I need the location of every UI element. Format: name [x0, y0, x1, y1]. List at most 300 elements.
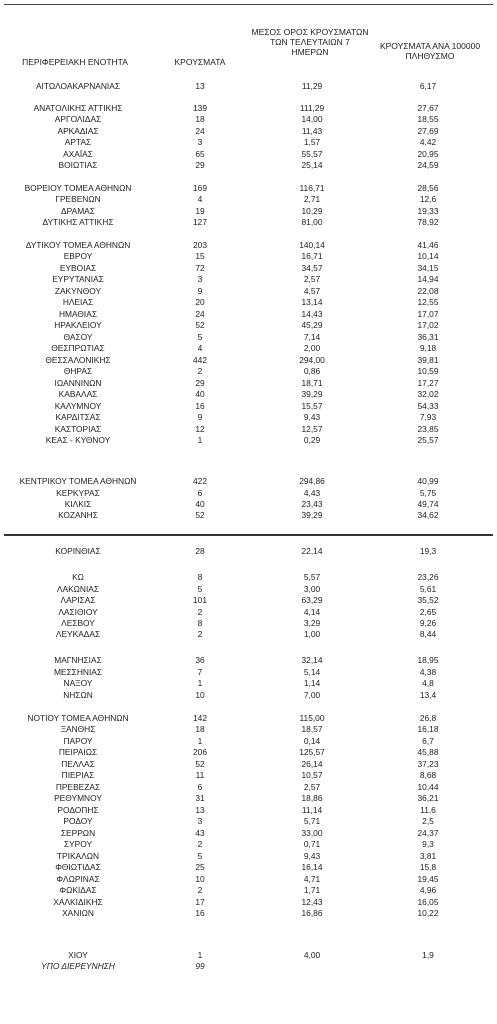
table-row — [0, 389, 497, 400]
cell-cases: 5 — [197, 851, 203, 861]
table-row — [0, 629, 497, 640]
cell-region: ΜΕΣΣΗΝΙΑΣ — [53, 667, 103, 677]
cell-cases: 5 — [197, 584, 203, 594]
cell-cases: 52 — [195, 759, 205, 769]
cell-region: ΛΑΡΙΣΑΣ — [60, 595, 96, 605]
table-row — [0, 332, 497, 343]
cell-cases: 7 — [197, 667, 203, 677]
cell-cases: 40 — [195, 499, 205, 509]
cell-avg7: 5,14 — [303, 667, 321, 677]
table-row — [0, 862, 497, 873]
cell-per100k: 18,95 — [417, 655, 439, 665]
cell-per100k: 17,07 — [417, 309, 439, 319]
cell-per100k: 45,88 — [417, 747, 439, 757]
cell-avg7: 14,43 — [301, 309, 323, 319]
cell-region: ΚΕΝΤΡΙΚΟΥ ΤΟΜΕΑ ΑΘΗΝΩΝ — [19, 476, 137, 486]
cell-region: ΚΑΒΑΛΑΣ — [58, 389, 98, 399]
table-row — [0, 499, 497, 510]
cell-per100k: 6,7 — [422, 736, 434, 746]
table-row — [0, 667, 497, 678]
cell-region: ΗΜΑΘΙΑΣ — [58, 309, 98, 319]
cell-avg7: 3,29 — [303, 618, 321, 628]
cell-avg7: 0,14 — [303, 736, 321, 746]
cell-avg7: 11,14 — [301, 805, 323, 815]
cell-region: ΑΡΓΟΛΙΔΑΣ — [54, 114, 102, 124]
cell-region: ΝΗΣΩΝ — [63, 690, 93, 700]
cell-region: ΛΕΥΚΑΔΑΣ — [55, 629, 101, 639]
cell-avg7: 3,00 — [303, 584, 321, 594]
cell-per100k: 19,3 — [419, 546, 437, 556]
cell-per100k: 17,27 — [417, 378, 439, 388]
cell-region: ΑΡΤΑΣ — [64, 137, 92, 147]
cell-avg7: 16,14 — [301, 862, 323, 872]
cell-region: ΚΟΖΑΝΗΣ — [58, 510, 98, 520]
cell-avg7: 140,14 — [299, 240, 325, 250]
cell-avg7: 111,29 — [299, 103, 325, 113]
cell-avg7: 0,29 — [303, 435, 321, 445]
table-row — [0, 618, 497, 629]
table-row — [0, 343, 497, 354]
cell-avg7: 0,86 — [303, 366, 321, 376]
cell-cases: 3 — [197, 816, 203, 826]
cell-per100k: 25,57 — [417, 435, 439, 445]
cell-region: ΚΑΣΤΟΡΙΑΣ — [54, 424, 102, 434]
cell-region: ΣΕΡΡΩΝ — [60, 828, 96, 838]
cell-avg7: 9,43 — [303, 412, 321, 422]
cell-cases: 1 — [197, 678, 203, 688]
cell-cases: 31 — [195, 793, 205, 803]
cell-region: ΝΟΤΙΟΥ ΤΟΜΕΑ ΑΘΗΝΩΝ — [27, 713, 129, 723]
cell-region: ΡΕΘΥΜΝΟΥ — [54, 793, 102, 803]
header-avg7 — [250, 27, 370, 57]
table-row — [0, 320, 497, 331]
cell-region: ΠΑΡΟΥ — [63, 736, 93, 746]
cell-per100k: 27,69 — [417, 126, 439, 136]
table-row — [0, 747, 497, 758]
cell-cases: 20 — [195, 297, 205, 307]
table-row — [0, 81, 497, 92]
cell-cases: 52 — [195, 510, 205, 520]
cell-per100k: 10,59 — [417, 366, 439, 376]
cell-avg7: 5,71 — [303, 816, 321, 826]
cell-avg7: 23,43 — [301, 499, 323, 509]
cell-per100k: 13,4 — [419, 690, 437, 700]
table-row — [0, 488, 497, 499]
table-row — [0, 678, 497, 689]
cell-avg7: 45,29 — [301, 320, 323, 330]
cell-region: ΚΙΛΚΙΣ — [64, 499, 92, 509]
cell-per100k: 40,99 — [417, 476, 439, 486]
cell-region: ΥΠΟ ΔΙΕΡΕΥΝΗΣΗ — [41, 961, 115, 971]
table-row — [0, 286, 497, 297]
cell-per100k: 12,55 — [417, 297, 439, 307]
cell-cases: 442 — [193, 355, 207, 365]
cell-cases: 11 — [195, 770, 205, 780]
cell-avg7: 294,00 — [299, 355, 325, 365]
cell-avg7: 32,14 — [301, 655, 323, 665]
cell-cases: 12 — [195, 424, 205, 434]
cell-cases: 101 — [193, 595, 207, 605]
cell-per100k: 28,56 — [417, 183, 439, 193]
table-row — [0, 828, 497, 839]
cell-cases: 1 — [197, 736, 203, 746]
cell-cases: 15 — [195, 251, 205, 261]
cell-avg7: 12,43 — [301, 897, 323, 907]
cell-region: ΠΡΕΒΕΖΑΣ — [55, 782, 101, 792]
table-row — [0, 251, 497, 262]
cell-region: ΘΕΣΠΡΩΤΙΑΣ — [51, 343, 105, 353]
cell-cases: 9 — [197, 286, 203, 296]
cell-cases: 25 — [195, 862, 205, 872]
cell-region: ΕΥΒΟΙΑΣ — [59, 263, 97, 273]
cell-cases: 72 — [195, 263, 205, 273]
cell-cases: 10 — [195, 690, 205, 700]
cell-cases: 29 — [195, 378, 205, 388]
cell-cases: 28 — [195, 546, 205, 556]
cell-cases: 5 — [197, 332, 203, 342]
table-row — [0, 655, 497, 666]
table-row — [0, 816, 497, 827]
cell-avg7: 1,00 — [303, 629, 321, 639]
cell-region: ΝΑΞΟΥ — [63, 678, 93, 688]
cell-avg7: 33,00 — [301, 828, 323, 838]
cell-cases: 3 — [197, 137, 203, 147]
cell-avg7: 1,14 — [303, 678, 321, 688]
cell-region: ΕΥΡΥΤΑΝΙΑΣ — [52, 274, 104, 284]
cell-avg7: 115,00 — [299, 713, 325, 723]
table-row — [0, 690, 497, 701]
cell-cases: 1 — [197, 435, 203, 445]
cell-region: ΑΡΚΑΔΙΑΣ — [57, 126, 99, 136]
cell-per100k: 16,18 — [417, 724, 439, 734]
cell-per100k: 39,81 — [417, 355, 439, 365]
cell-per100k: 10,14 — [417, 251, 439, 261]
header-per100k-line1: ΚΡΟΥΣΜΑΤΑ ΑΝΑ 100000 — [379, 41, 481, 51]
table-row — [0, 401, 497, 412]
cell-region: ΡΟΔΟΥ — [63, 816, 93, 826]
table-row — [0, 309, 497, 320]
cell-per100k: 7,93 — [419, 412, 437, 422]
cell-cases: 6 — [197, 782, 203, 792]
cell-per100k: 19,45 — [417, 874, 439, 884]
cell-avg7: 0,71 — [303, 839, 321, 849]
table-row — [0, 412, 497, 423]
table-row — [0, 595, 497, 606]
cell-per100k: 4,38 — [419, 667, 437, 677]
cell-per100k: 1,9 — [422, 950, 434, 960]
cell-region: ΦΛΩΡΙΝΑΣ — [56, 874, 100, 884]
cell-region: ΠΕΙΡΑΙΩΣ — [58, 747, 98, 757]
cell-avg7: 15,57 — [301, 401, 323, 411]
table-row — [0, 137, 497, 148]
cell-avg7: 4,71 — [303, 874, 321, 884]
cell-region: ΓΡΕΒΕΝΩΝ — [55, 194, 101, 204]
table-row — [0, 183, 497, 194]
cell-per100k: 3,81 — [419, 851, 437, 861]
header-per100k-line2: ΠΛΗΘΥΣΜΟ — [405, 51, 455, 61]
cell-cases: 6 — [197, 488, 203, 498]
table-row — [0, 770, 497, 781]
cell-per100k: 9,3 — [422, 839, 434, 849]
table-row — [0, 355, 497, 366]
cell-avg7: 4,00 — [303, 950, 321, 960]
cell-cases: 206 — [193, 747, 207, 757]
cell-region: ΠΙΕΡΙΑΣ — [61, 770, 95, 780]
table-row — [0, 759, 497, 770]
table-row — [0, 736, 497, 747]
cell-avg7: 4,43 — [303, 488, 321, 498]
cell-cases: 2 — [197, 839, 203, 849]
cell-avg7: 125,57 — [299, 747, 325, 757]
table-row — [0, 805, 497, 816]
cell-cases: 203 — [193, 240, 207, 250]
table-row — [0, 724, 497, 735]
cell-per100k: 10,22 — [417, 908, 439, 918]
cell-per100k: 9,18 — [419, 343, 437, 353]
table-row — [0, 950, 497, 961]
cell-per100k: 9,26 — [419, 618, 437, 628]
cell-cases: 8 — [197, 572, 203, 582]
cell-per100k: 2,5 — [422, 816, 434, 826]
cell-avg7: 13,14 — [301, 297, 323, 307]
cell-avg7: 18,86 — [301, 793, 323, 803]
cell-avg7: 25,14 — [301, 160, 323, 170]
cell-cases: 8 — [197, 618, 203, 628]
header-region: ΠΕΡΙΦΕΡΕΙΑΚΗ ΕΝΟΤΗΤΑ — [22, 57, 128, 67]
table-row — [0, 874, 497, 885]
cell-per100k: 12,6 — [419, 194, 437, 204]
cell-cases: 24 — [195, 309, 205, 319]
cell-per100k: 8,68 — [419, 770, 437, 780]
table-row — [0, 297, 497, 308]
section-divider — [4, 534, 493, 536]
cell-per100k: 5,61 — [419, 584, 437, 594]
cell-per100k: 35,52 — [417, 595, 439, 605]
cell-avg7: 26,14 — [301, 759, 323, 769]
cell-cases: 16 — [195, 908, 205, 918]
cell-avg7: 10,29 — [301, 206, 323, 216]
cell-region: ΜΑΓΝΗΣΙΑΣ — [54, 655, 102, 665]
cell-region: ΚΑΡΔΙΤΣΑΣ — [55, 412, 101, 422]
cell-per100k: 6,17 — [419, 81, 437, 91]
cell-region: ΣΥΡΟΥ — [63, 839, 93, 849]
cell-cases: 16 — [195, 401, 205, 411]
cell-cases: 3 — [197, 274, 203, 284]
cell-region: ΑΧΑΪΑΣ — [63, 149, 93, 159]
cell-avg7: 4,14 — [303, 607, 321, 617]
cell-region: ΚΕΑΣ - ΚΥΘΝΟΥ — [45, 435, 111, 445]
cell-per100k: 37,23 — [417, 759, 439, 769]
cell-per100k: 4,42 — [419, 137, 437, 147]
cell-per100k: 16,05 — [417, 897, 439, 907]
table-row — [0, 206, 497, 217]
cell-per100k: 4,96 — [419, 885, 437, 895]
cell-per100k: 27,67 — [417, 103, 439, 113]
cell-per100k: 34,15 — [417, 263, 439, 273]
cell-avg7: 2,57 — [303, 782, 321, 792]
cell-avg7: 34,57 — [301, 263, 323, 273]
table-row — [0, 366, 497, 377]
cell-per100k: 15,8 — [419, 862, 437, 872]
cell-avg7: 116,71 — [299, 183, 325, 193]
table-row — [0, 782, 497, 793]
cell-cases: 13 — [195, 805, 205, 815]
cell-per100k: 2,65 — [419, 607, 437, 617]
cell-cases: 127 — [193, 217, 207, 227]
cell-per100k: 24,59 — [417, 160, 439, 170]
cell-avg7: 18,71 — [301, 378, 323, 388]
cell-region: ΡΟΔΟΠΗΣ — [57, 805, 99, 815]
cell-cases: 2 — [197, 607, 203, 617]
cell-region: ΘΕΣΣΑΛΟΝΙΚΗΣ — [45, 355, 111, 365]
cell-per100k: 32,02 — [417, 389, 439, 399]
cell-avg7: 9,43 — [303, 851, 321, 861]
cell-avg7: 7,14 — [303, 332, 321, 342]
table-row — [0, 103, 497, 114]
cell-avg7: 16,71 — [301, 251, 323, 261]
header-per100k — [370, 41, 490, 61]
cell-per100k: 78,92 — [417, 217, 439, 227]
table-row — [0, 546, 497, 557]
cell-cases: 2 — [197, 885, 203, 895]
cell-avg7: 11,29 — [301, 81, 323, 91]
table-row — [0, 149, 497, 160]
cell-cases: 4 — [197, 194, 203, 204]
cell-avg7: 63,29 — [301, 595, 323, 605]
table-row — [0, 897, 497, 908]
table-row — [0, 424, 497, 435]
cell-avg7: 4,57 — [303, 286, 321, 296]
cell-cases: 142 — [193, 713, 207, 723]
cell-region: ΧΑΝΙΩΝ — [62, 908, 94, 918]
cell-avg7: 1,71 — [303, 885, 321, 895]
cell-region: ΚΑΛΥΜΝΟΥ — [54, 401, 102, 411]
table-row — [0, 194, 497, 205]
table-row — [0, 274, 497, 285]
cell-cases: 2 — [197, 366, 203, 376]
cell-region: ΔΥΤΙΚΗΣ ΑΤΤΙΚΗΣ — [42, 217, 114, 227]
cell-avg7: 55,57 — [301, 149, 323, 159]
cell-per100k: 11,6 — [420, 805, 436, 815]
cell-cases: 29 — [195, 160, 205, 170]
cell-cases: 13 — [195, 81, 205, 91]
cell-avg7: 2,00 — [303, 343, 321, 353]
cell-avg7: 81,00 — [301, 217, 323, 227]
cell-per100k: 49,74 — [417, 499, 439, 509]
cell-region: ΗΡΑΚΛΕΙΟΥ — [54, 320, 102, 330]
table-row — [0, 839, 497, 850]
cell-region: ΤΡΙΚΑΛΩΝ — [56, 851, 100, 861]
cell-per100k: 23,85 — [417, 424, 439, 434]
cell-cases: 52 — [195, 320, 205, 330]
cell-region: ΘΗΡΑΣ — [63, 366, 93, 376]
table-row — [0, 885, 497, 896]
cell-region: ΠΕΛΛΑΣ — [61, 759, 95, 769]
header-avg7-line3: ΗΜΕΡΩΝ — [291, 47, 329, 57]
table-row — [0, 263, 497, 274]
cell-per100k: 10,44 — [417, 782, 439, 792]
cell-per100k: 4,8 — [422, 678, 434, 688]
cell-avg7: 22,14 — [301, 546, 323, 556]
cell-cases: 17 — [195, 897, 205, 907]
cell-cases: 1 — [197, 950, 203, 960]
cell-per100k: 54,33 — [417, 401, 439, 411]
header-avg7-line1: ΜΕΣΟΣ ΟΡΟΣ ΚΡΟΥΣΜΑΤΩΝ — [251, 27, 369, 37]
cell-avg7: 7,00 — [303, 690, 321, 700]
cell-region: ΛΑΣΙΘΙΟΥ — [58, 607, 98, 617]
table-row — [0, 572, 497, 583]
cell-region: ΛΕΣΒΟΥ — [61, 618, 95, 628]
cell-avg7: 2,57 — [303, 274, 321, 284]
cell-per100k: 17,02 — [417, 320, 439, 330]
table-row — [0, 114, 497, 125]
cell-avg7: 10,57 — [301, 770, 323, 780]
cell-avg7: 11,43 — [301, 126, 323, 136]
cell-per100k: 8,44 — [419, 629, 437, 639]
table-row — [0, 126, 497, 137]
table-row — [0, 435, 497, 446]
cell-region: ΧΑΛΚΙΔΙΚΗΣ — [53, 897, 103, 907]
table-row — [0, 793, 497, 804]
table-row — [0, 908, 497, 919]
table-row — [0, 160, 497, 171]
cell-avg7: 2,71 — [303, 194, 321, 204]
cell-region: ΒΟΙΩΤΙΑΣ — [58, 160, 98, 170]
cell-cases: 422 — [193, 476, 207, 486]
cell-cases: 43 — [195, 828, 205, 838]
cell-avg7: 1,57 — [303, 137, 321, 147]
cell-region: ΚΩ — [72, 572, 84, 582]
table-row — [0, 240, 497, 251]
cell-per100k: 24,37 — [417, 828, 439, 838]
cell-avg7: 16,86 — [301, 908, 323, 918]
cell-region: ΗΛΕΙΑΣ — [62, 297, 94, 307]
cell-cases: 65 — [195, 149, 205, 159]
cell-cases: 40 — [195, 389, 205, 399]
cell-per100k: 36,31 — [417, 332, 439, 342]
cell-region: ΔΡΑΜΑΣ — [61, 206, 95, 216]
table-row — [0, 584, 497, 595]
cell-cases: 19 — [195, 206, 205, 216]
top-rule — [4, 4, 493, 5]
cell-avg7: 5,57 — [303, 572, 321, 582]
cell-region: ΚΕΡΚΥΡΑΣ — [56, 488, 100, 498]
cell-avg7: 12,57 — [301, 424, 323, 434]
cell-region: ΒΟΡΕΙΟΥ ΤΟΜΕΑ ΑΘΗΝΩΝ — [24, 183, 132, 193]
cell-region: ΙΩΑΝΝΙΝΩΝ — [54, 378, 102, 388]
table-row — [0, 217, 497, 228]
cell-region: ΦΘΙΩΤΙΔΑΣ — [55, 862, 101, 872]
cell-per100k: 19,33 — [417, 206, 439, 216]
cell-cases: 4 — [197, 343, 203, 353]
cell-per100k: 22,08 — [417, 286, 439, 296]
table-row — [0, 476, 497, 487]
table-row — [0, 510, 497, 521]
cell-region: ΧΙΟΥ — [68, 950, 88, 960]
cell-avg7: 294,86 — [299, 476, 325, 486]
table-row — [0, 378, 497, 389]
cell-per100k: 20,95 — [417, 149, 439, 159]
cell-cases: 10 — [195, 874, 205, 884]
cell-cases: 169 — [193, 183, 207, 193]
table-row — [0, 961, 497, 972]
cell-avg7: 18,57 — [301, 724, 323, 734]
cell-region: ΑΝΑΤΟΛΙΚΗΣ ΑΤΤΙΚΗΣ — [33, 103, 123, 113]
cell-per100k: 34,62 — [417, 510, 439, 520]
cell-region: ΑΙΤΩΛΟΑΚΑΡΝΑΝΙΑΣ — [35, 81, 121, 91]
cell-region: ΚΟΡΙΝΘΙΑΣ — [55, 546, 101, 556]
table-row — [0, 713, 497, 724]
